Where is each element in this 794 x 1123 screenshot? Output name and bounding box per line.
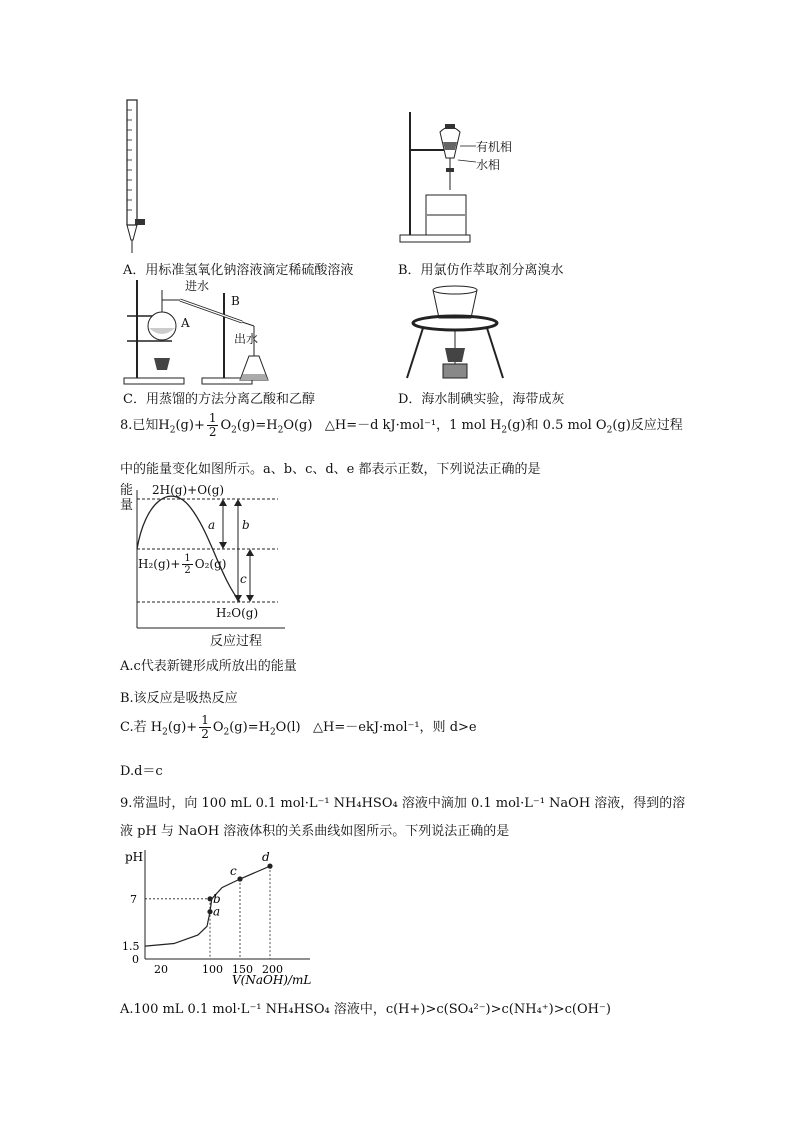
label-organic-phase: 有机相: [476, 140, 513, 154]
energy-axis-label: 能量: [120, 483, 134, 513]
crucible-illustration: [405, 278, 505, 386]
point-label-b: b: [213, 891, 221, 906]
x-tick-label: 100: [202, 963, 223, 976]
energy-mid-level: H₂(g)+ $\frac{1}{2}$ O₂(g): [138, 553, 227, 576]
q8-option-a: A.c代表新键形成所放出的能量: [120, 659, 297, 674]
ph-curve: [145, 866, 270, 946]
x-tick-label: 20: [154, 963, 168, 976]
y-tick-label: 7: [130, 892, 137, 906]
y-axis-label: pH: [125, 850, 144, 864]
x-tick-label: 200: [262, 963, 283, 976]
energy-x-axis-label: 反应过程: [210, 634, 263, 649]
label-b: b: [242, 518, 250, 532]
q8-line2: 中的能量变化如图所示。a、b、c、d、e 都表示正数，下列说法正确的是: [120, 462, 541, 477]
y-tick-label: 1.5: [122, 940, 140, 954]
x-axis-label: V(NaOH)/mL: [232, 973, 312, 987]
label-flask-a: A: [181, 316, 190, 330]
point-label-c: c: [230, 864, 237, 879]
separatory-funnel-illustration: [398, 110, 528, 245]
label-water-in: 进水: [185, 279, 210, 293]
q9-option-a: A.100 mL 0.1 mol·L⁻¹ NH₄HSO₄ 溶液中，c(H+)>c(SO₄²⁻)>c(NH₄⁺)>c(OH⁻): [120, 1002, 611, 1017]
y-tick-label: 0: [132, 953, 139, 966]
energy-top-level: 2H(g)+O(g): [152, 483, 225, 497]
option-d-apparatus: D．海水制碘实验，海带成灰: [398, 392, 565, 407]
burette-illustration: [115, 95, 155, 260]
point-c: [237, 876, 242, 881]
option-b-apparatus: B．用氯仿作萃取剂分离溴水: [398, 263, 564, 278]
point-label-d: d: [262, 850, 270, 865]
label-water-out: 出水: [234, 332, 259, 346]
option-c-apparatus: C．用蒸馏的方法分离乙酸和乙醇: [123, 392, 315, 407]
q9-line2: 液 pH 与 NaOH 溶液体积的关系曲线如图所示。下列说法正确的是: [120, 824, 510, 839]
ph-titration-chart: [120, 845, 320, 995]
point-b: [207, 896, 212, 901]
option-a-apparatus: A．用标准氢氧化钠溶液滴定稀硫酸溶液: [123, 263, 354, 278]
x-tick-label: 150: [232, 963, 253, 976]
q8-line1: 8.已知$H_2(g)+$ $\frac{1}{2}$ $O_2(g)=H_2O(g)$ △H=－d kJ·mol⁻¹，1 mol $H_2(g)$和 0.5 mol $O_2(g)$反应过程: [120, 411, 683, 439]
label-water-phase: 水相: [476, 158, 501, 172]
label-c: c: [240, 572, 247, 586]
label-condenser-b: B: [231, 294, 240, 308]
label-a: a: [208, 518, 216, 532]
point-label-a: a: [213, 904, 221, 919]
point-d: [267, 864, 272, 869]
q8-option-c: C.若 $H_2(g)+$ $\frac{1}{2}$ $O_2(g)=H_2O(l)$ △H=－ekJ·mol⁻¹，则 d>e: [120, 713, 477, 741]
q8-option-d: D.d＝c: [120, 764, 163, 779]
q9-line1: 9.常温时，向 100 mL 0.1 mol·L⁻¹ NH₄HSO₄ 溶液中滴加 0.1 mol·L⁻¹ NaOH 溶液，得到的溶: [120, 796, 686, 811]
point-a: [207, 909, 212, 914]
q8-option-b: B.该反应是吸热反应: [120, 691, 238, 706]
energy-bottom-level: H₂O(g): [216, 606, 259, 620]
